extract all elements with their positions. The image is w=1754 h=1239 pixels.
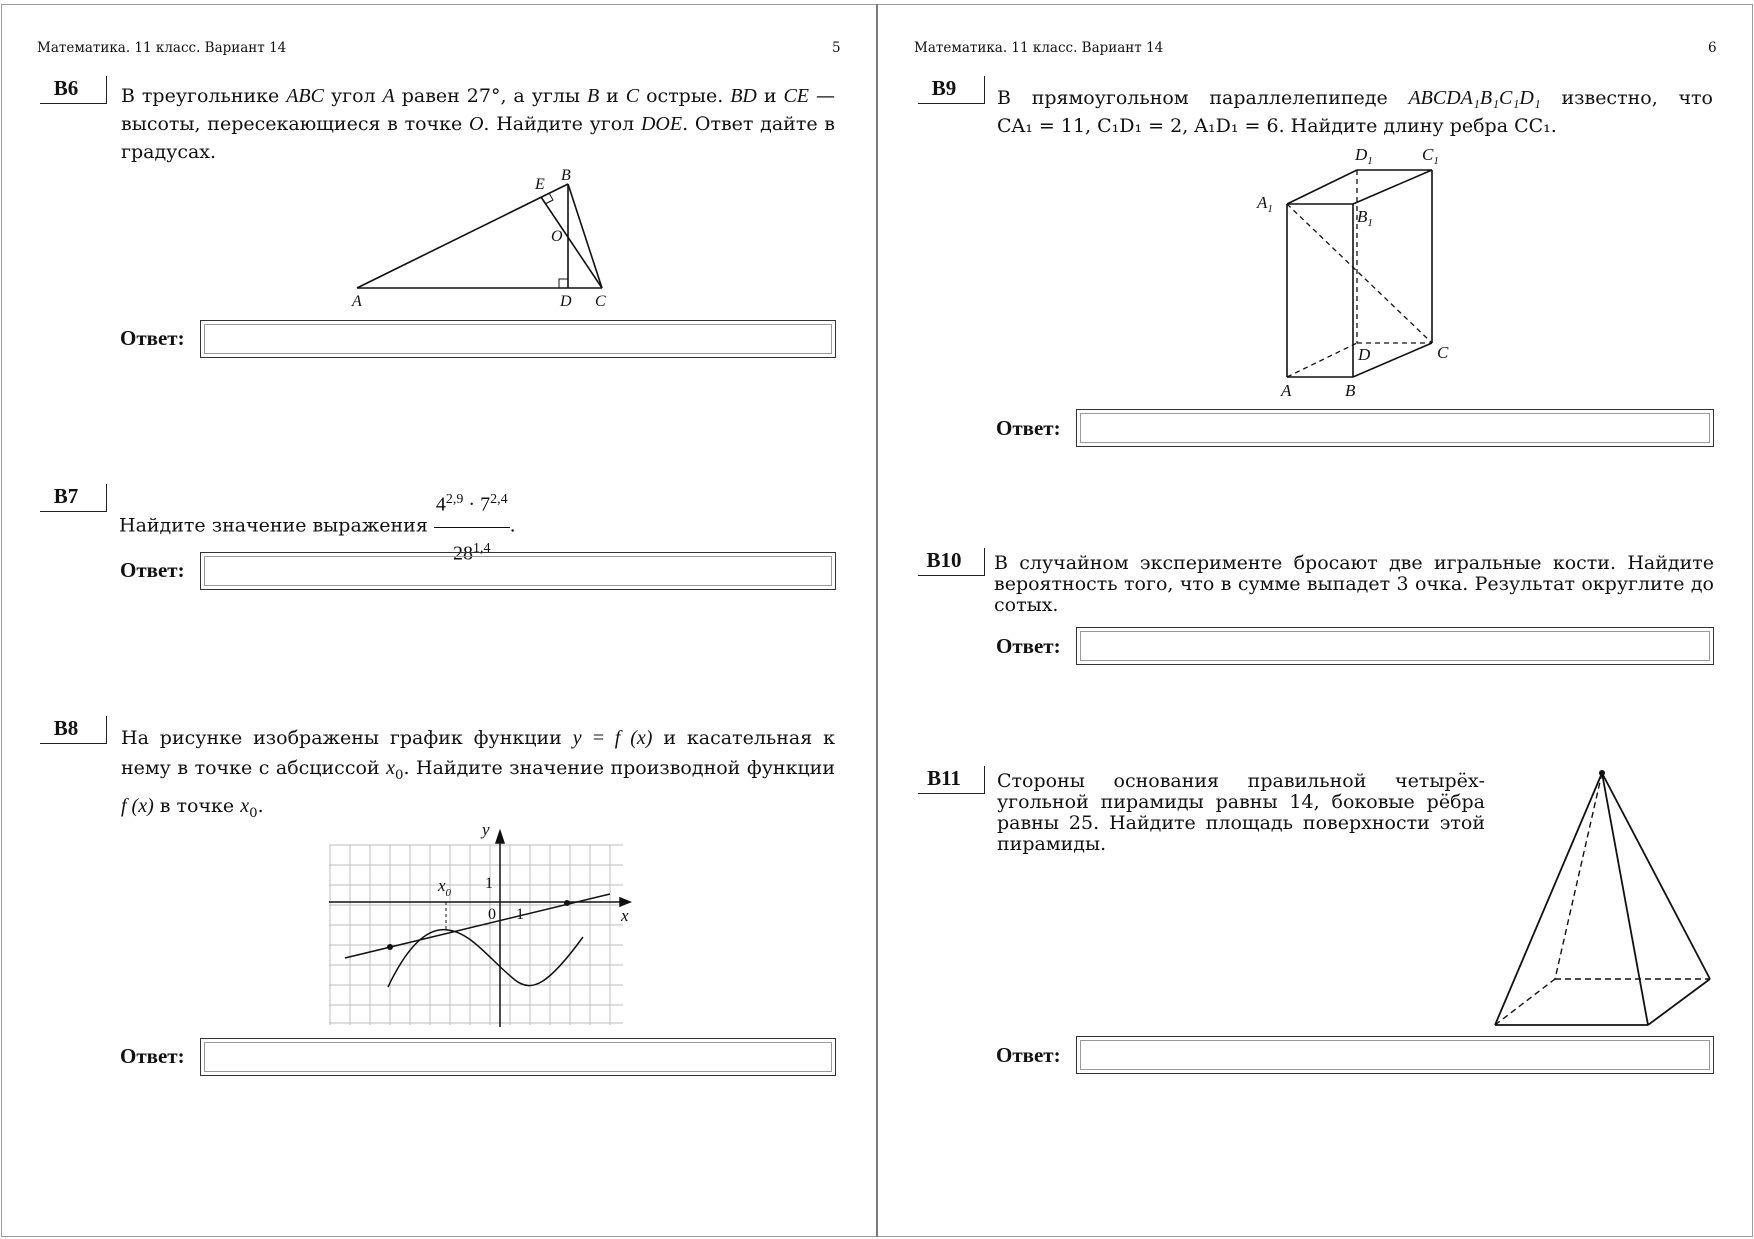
y-axis-label: y [482,820,490,839]
problem-b6-line2: высоты, пересекающиеся в точке O. Найдите угол DOE. Ответ дайте в [121,113,836,135]
expression-fraction: $\frac{4^{2,9} \cdot 7^{2,4}}{28^{1,4}}$ [434,480,510,573]
label-b: B [1345,381,1356,400]
tangent-point-right [564,900,570,906]
problem-b6-text [121,82,835,166]
parallelepiped-figure [1245,140,1475,405]
side-ab [357,184,568,288]
tick-label-zero: 0 [488,906,496,923]
problem-b6-line1: В треугольнике ABC угол A равен 27°, а углы B и C острые. BD и CE — [121,85,835,107]
y-axis-arrow [496,831,504,843]
base-right [1648,979,1710,1025]
problem-b8-line2: нему в точке с абсциссой $x_0$. Найдите значение производной функции [121,757,835,783]
problem-tag-b6: B6 [40,76,107,104]
problem-b8-line3: f (x) в точке $x_0$. [121,794,264,821]
side-bc [568,184,602,288]
problem-tag-b8: B8 [40,716,107,744]
problem-b9-line1: В прямоугольном параллелепипеде ABCDA₁B₁C₁D₁ известно, что [997,87,1713,109]
answer-label-b8: Ответ: [120,1044,185,1068]
problem-b10-text: В случайном эксперименте бросают две игральные кости. Найдите вероятность того, что в сумме выпадет 3 очка. Результат округлите до сотых. [994,552,1714,616]
left-page-number: 5 [832,40,841,56]
answer-box-b11[interactable] [1076,1036,1714,1074]
label-c: C [595,293,606,310]
label-d: D [560,293,572,310]
label-e: E [535,176,545,193]
label-c1: $C_1$ [1422,145,1439,167]
x-axis-label: x [621,906,629,925]
problem-b9-text [997,84,1713,140]
triangle-figure [340,160,630,315]
label-b1: $B_1$ [1357,207,1373,229]
right-page-number: 6 [1708,40,1717,56]
answer-box-b6[interactable] [200,320,836,358]
function-graph [320,815,640,1030]
page-divider [876,4,878,1237]
answer-box-b10[interactable] [1076,627,1714,665]
problem-tag-b7: B7 [40,484,107,512]
answer-label-b9: Ответ: [996,416,1061,440]
tick-label-x1: 1 [516,906,524,923]
label-b: B [561,167,571,184]
tick-label-y1: 1 [485,875,493,892]
function-curve [388,930,583,987]
problem-b9-line2: CA₁ = 11, C₁D₁ = 2, A₁D₁ = 6. Найдите длину ребра CC₁. [997,115,1557,137]
answer-box-b9[interactable] [1076,409,1714,447]
edge-back-right [1602,773,1710,979]
x0-label: $x_0$ [438,876,452,899]
answer-box-b8[interactable] [200,1038,836,1076]
right-page-header: Математика. 11 класс. Вариант 14 [914,40,1164,56]
edge-left [1495,773,1602,1025]
problem-b8-text [121,723,835,829]
label-c: C [1437,343,1449,362]
left-page-header: Математика. 11 класс. Вариант 14 [37,40,287,56]
edge-front-right [1602,773,1648,1025]
answer-label-b6: Ответ: [120,326,185,350]
answer-label-b11: Ответ: [996,1043,1061,1067]
label-a1: $A_1$ [1257,193,1273,215]
x-axis-arrow [620,898,630,906]
problem-tag-b11: B11 [918,766,985,794]
label-d: D [1358,345,1371,364]
pyramid-figure [1485,765,1715,1030]
label-d1: $D_1$ [1355,145,1373,167]
hidden-edges [1495,773,1710,1025]
problem-b6-line3: градусах. [121,141,217,163]
label-a: A [1281,381,1292,400]
problem-b8-line1: На рисунке изображены график функции y = f (x) и касательная к [121,727,835,749]
answer-box-b7[interactable] [200,552,836,590]
graph-grid [329,845,623,1025]
problem-tag-b9: B9 [918,76,985,104]
answer-label-b7: Ответ: [120,558,185,582]
answer-label-b10: Ответ: [996,634,1061,658]
problem-b7-text: Найдите значение выражения $\frac{4^{2,9} \cdot 7^{2,4}}{28^{1,4}}$ . [119,480,516,573]
problem-b11-text: Стороны основания правильной четырёх-угольной пирамиды равны 14, боковые рёбра равны 25. Найдите площадь поверхности этой пирамиды. [997,770,1485,855]
problem-tag-b10: B10 [918,548,985,576]
label-a: A [352,293,362,310]
right-angle-d [559,279,568,288]
tangent-point-left [387,944,393,950]
label-o: O [551,228,563,245]
